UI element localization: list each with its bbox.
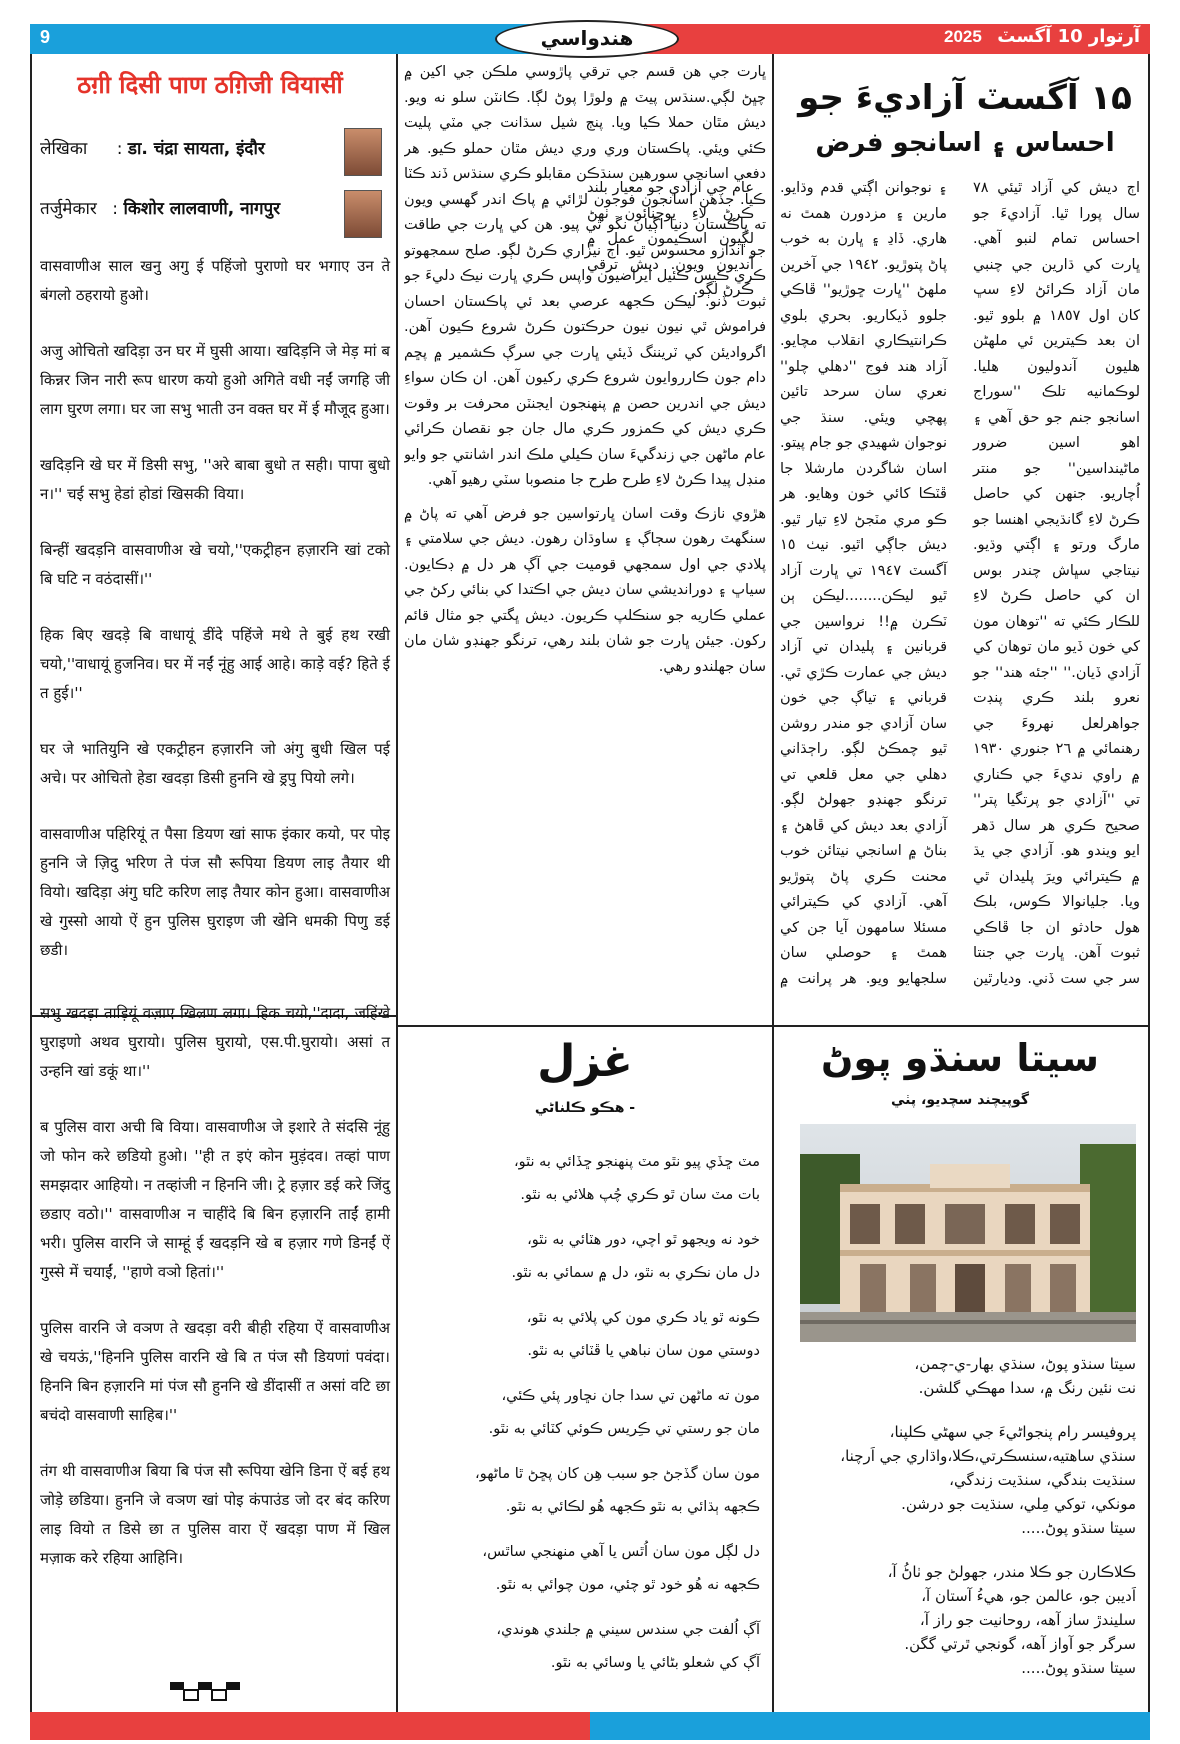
poem-line: سليندڙ ساز آهه، روحانيت جو راز آ، [919,1611,1136,1629]
ghazal-line: آڳ کي شعلو بڻائي يا وسائي به نٿو. [550,1655,760,1671]
ghazal-stanza [410,1536,760,1602]
ghazal-line: مان جو رستي تي ڪِريس ڪوئي کٽائي به نٿو. [488,1421,760,1437]
poem-body [800,1352,1136,1700]
translator-name: किशोर लालवाणी, नागपुर [123,199,281,219]
ghazal-line: مون ته ماڻهن تي سدا جان نڇاور پئي ڪئي، [501,1388,760,1404]
translator-label: तर्जुमेकार [40,199,97,219]
translator-photo [344,190,382,238]
poem-line: ڪلاڪارن جو ڪلا مندر، جهولڻ جو ٺاڻُ آ، [887,1563,1136,1581]
poem-line: سيتا سنڌو پوڻ..... [1021,1519,1136,1537]
poem-stanza [800,1420,1136,1540]
writer-label: लेखिका [40,139,88,159]
translator-line: तर्जुमेकार : किशोर लालवाणी, नागपुर [40,199,281,219]
ghazal-line: ڪونه ٿو ياد ڪري مون کي پلائي به نٿو، [526,1310,760,1326]
poem-title: سيتا سنڌو پوڻ [820,1036,1100,1080]
masthead-logo: هندواسي [495,20,679,58]
poem-byline: گوپيچند سچديو، پٺي [891,1092,1029,1108]
poem-line: پروفيسر رام پنجواڻيءَ جي سهڻي ڪلپنا، [889,1423,1136,1441]
paragraph: هڙوي نازڪ وقت اسان ڀارتواسين جو فرض آهي ته پاڻ ۾ سنگهٽ رهون سڄاڳ ۽ ساوڌان رهون. ديش جي سلامتي ۽ پلادي جي اول سمجهي قوميت جي آڳ هر دل ۾ ڊڪايون. سياڀ ۽ دوراندیشي سان ديش جي اڪتدا کي بنائي رکڻ جي عملي ڪاريه جو سنڪلپ ڪريون. ديش ڀگتي جو مثال قائم رکون. جيئن ڀارت جو شان بلند رهي، ترنگو جهنڊو شان مان سان جهلندو رهي. [404,505,766,675]
poem-line: نت نئين رنگ ۾، سدا مهڪي گلشن. [918,1379,1136,1397]
ghazal-line: ڪجهه ٻڌائي به نٿو ڪجهه هُو لڪائي به نٿو. [505,1499,760,1515]
ghazal-stanza [410,1614,760,1680]
footer-bar-left [30,1712,590,1740]
hindi-article-body [40,252,390,1600]
poem-line: سنڌي ساهتيه،سنسڪرتي،ڪلا،واڌاري جي اَرچنا، [840,1447,1136,1465]
poem-stanza [800,1352,1136,1400]
editorial-body [587,176,1140,1016]
end-ornament-icon [168,1680,248,1702]
paragraph: हिक बिए खदड़े बि वाधायूं डींदे पहिंजे मथे ते बुई हथ रखी चयो,''वाधायूं हुजनिव। घर में नईं नूंहु आई आहे। काड़े वई? हिते ई त हुई।'' [40,626,390,702]
poem-line: اَديبن جو، عالمن جو، هيءُ آستان آ، [921,1587,1136,1605]
ghazal-byline: - هڪو ڪلناڻي [534,1100,636,1116]
ghazal-body [410,1146,760,1692]
ghazal-line: دل مان نڪري به نٿو، دل ۾ سمائي به نٿو. [511,1265,760,1281]
lower-section-divider [396,1025,1150,1027]
paragraph: वासवाणीअ साल खनु अगु ई पहिंजो पुराणो घर भगाए उन ते बंगलो ठहरायो हुओ। [40,257,390,304]
poem-line: سيتا سنڌو پوڻ، سنڌي بهار-ي-چمن، [914,1355,1136,1373]
ghazal-stanza [410,1224,760,1290]
writer-photo [344,128,382,176]
editorial-body-continued [404,60,766,1020]
paragraph: ब पुलिस वारा अची बि विया। वासवाणीअ जे इशारे ते संदसि नूंहु जो फोन करे छडियो हुओ। ''ही त इएं कोन मुड़ंदव। तव्हां पाण समझदार आहियो। न तव्हांजी न हिननि जी। ट्रे हज़ार डई करे जिंदु छडाए वठो।'' वासवाणीअ न चाहींदे बि बिन हज़ारनि ताईं हामी भरी। पुलिस वारनि जे साम्हूं ई खदड़नि खे ब हज़ार गणे डिनईं ऐं गुस्से में चयाईं, ''हाणे वञो हितां।'' [40,1118,390,1281]
footer-bar-right [590,1712,1150,1740]
poem-line: سنڌيت بندگي، سنڌيت زندگي، [949,1471,1136,1489]
paragraph: اڄ ديش کي آزاد ٿيئي ٧٨ سال پورا ٿيا. آزاديءَ جو احساس تمام لنبو آهي. ڀارت کي ڌارين جي چنبي مان آزاد ڪرائڻ لاءِ سڀ کان اول ١٨٥٧ ۾ بلوو ٿيو. ان بعد ڪيترين ئي ملهڻن هليون آندوليون هليا. لوڪمانيه تلڪ ''سوراج اسانجو جنم جو حق آهي ۽ اهو اسين ضرور ماڻينداسين'' جو منتر اُچاريو. جنهن کي حاصل ڪرڻ لاءِ گانڌيجي اهنسا جو مارگ ورتو ۽ اڳتي وڌيو. نيتاجي سڀاش چندر بوس ان کي حاصل ڪرڻ لاءِ للڪار ڪئي ته ''توهان مون کي خون ڏيو مان توهان کي آزادي ڏيان.'' ''جئه هند'' جو نعرو بلند ڪري پنڊت جواهرلعل نهروءَ جي رهنمائي ۾ ٢٦ جنوري ١٩٣٠ ۾ راوي نديءَ جي ڪناري تي ''آزادي جو پرتگيا پتر'' صحيح ڪري هر سال ڌهر ايو ويندو هو. آزادي جي يڌ ۾ ڪيترائي ويرَ پليدان ٿي ويا. جليانوالا ڪوس، بلڪ هول حادثو ان جا ڦاڪي ثبوت آهن. ڀارت جي جنتا سر جي ست ڏني. وديارٿين ۽ نوجوانن اڳتي قدم وڌايو. مارين ۽ مزدورن همٿ نه هاري. ڏاڍ ۽ ڀارن به خوب پاڻ پتوڙيو. ١٩٤٢ جي آخرين ملهڻ ''ڀارت ڇوڙيو'' ڦاڪي جلوو ڏيکاريو. بحري بلوي ڪرانتيڪاري انقلاب مچايو. آزاد هند فوج ''دهلي چلو'' نعري سان سرحد تائين پهچي ويئي. سنڌ جي نوجوان شهيدي جو جام پيتو. اسان شاگردن مارشلا جا ڦٽڪا کائي خون وهايو. هر ڪو مري مٽجڻ لاءِ تيار ٿيو. ديش جاڳي اٿيو. نيٺ ١٥ آگسٽ ١٩٤٧ تي ڀارت آزاد ٿيو ليڪن........ليڪن ٻن ٽڪرن ۾!! نرواسين جي قربانين ۽ پليدان تي آزاد ديش جي عمارت ڪڙي ٿي. قرباني ۽ تياڳ جي خون سان آزادي جو مندر روشن ٿيو چمڪڻ لڳو. راڄڌاني دهلي جي معل قلعي تي ترنگو جهنڊو جهولڻ لڳو. آزادي بعد ديش کي ڦاهڻ ۽ بناڻ ۾ اسانجي نيتائن خوب محنت ڪري پاڻ پتوڙيو آهي. آزادي کي ڪيترائي مسئلا سامهون آيا جن کي همٿ ۽ حوصلي سان سلجهايو ويو. هر پرانت ۾ عام جي آزادي جو معيار بلند ڪرڻ لاءِ يوجنائون ٺهڻ لڳيون اسڪيمون عمل ۾ آنديون ويون. ديش ترقي ڪرڻ لڳو. [587,180,1140,987]
ghazal-line: مون سان گڏجڻ جو سبب هِن کان پڇڻ ٿا ماڻهو، [475,1466,760,1482]
frame-left-border [30,54,32,1712]
paragraph: ڀارت جي هن قسم جي ترقي پاڙوسي ملڪن جي اکين ۾ چڀڻ لڳي.سنڌس پيٽ ۾ ولوڙا پوڻ لڳا. ڪانٽن سلو نه ويو. ديش مٿان حملا ڪيا ويا. پنڄ شيل سڌانت جي مٽي پليت ڪئي ويئي. پاڪستان وري وري ديش مٿان حملو ڪيو. هر دفعي اسانجي سورهين سنڌڪن مقابلو ڪري سنڌس ڏند ڪٽا ڪيا. جڏهن اسانجون فوجون لڙائي ۾ پاڪ اندر گهسي ويون ته پاڪستان دنيا اڳيان نڱو ٿي پيو. هن کي ڀارت جي طاقت جو اندازو محسوس ٿيو. آڄ نيزاري ڪرڻ لڳو. صلح سمجهوتو ڪري ڪيس ڪئيل ايراضيون واپس ڪري ڀارت نيڪ دليءَ جو ثبوت ڏنو. ليڪن ڪجهه عرصي بعد ئي پاڪستان احسان فراموش ٿي نيون نيون حرڪتون ڪرڻ شروع ڪيون آهن. اگرواديئن کي ٽريننگ ڏيئي ڀارت جي سرڳ ڪشمير ۾ پڇم دام جون ڪارروايون شروع ڪري رکيون آهن. ان ڪان سواءِ ديش جي اندرين حصن ۾ پنهنجون ايجنٽن محرفت بر وقوت ڪري ديش کي ڪمزور ڪري مال جان جو نقصان ڪرائي عام ماڻهن جي زندگيءَ سان ڪيلي ملڪ اندر اشانتي جو وايو منڊل پيدا ڪرڻ لاءِ طرح طرح جا منصوبا سٽي رهيو آهي. [404,64,766,488]
paragraph: पुलिस वारनि जे वञण ते खदड़ा वरी बीही रहिया ऐं वासवाणीअ खे चयऊं,''हिननि पुलिस वारनि खे बि त पंज सौ डियणां पवंदा। हिननि बिन हज़ारनि मां पंज सौ हुननि खे डींदासीं त असां वटि छा बचंदो वासवाणी साहिब।'' [40,1319,390,1424]
paragraph: घर जे भातियुनि खे एकट्रीहन हज़ारनि जो अंगु बुधी खिल पई अचे। पर ओचितो हेडा खदड़ा डिसी हुननि खे ड्रपु पियो लगे। [40,740,390,787]
column-divider-1 [396,54,398,1712]
poem-line: سرگر جو آواز آهه، گونجي ٿرتي گگن. [904,1635,1136,1653]
poem-line: مونکي، توکي مِلي، سنڌيت جو درشن. [901,1495,1136,1513]
ghazal-line: خود نه ويجهو ٿو اچي، دور هٽائي به نٿو، [527,1232,760,1248]
building-photo [800,1124,1136,1342]
ghazal-title: غزل [537,1036,633,1087]
ghazal-line: آڳ اُلفت جي سندس سيني ۾ جلندي هوندي، [496,1622,760,1638]
ghazal-stanza [410,1146,760,1212]
writer-name: डा. चंद्रा सायता, इंदौर [127,139,265,159]
ghazal-line: دوستي مون سان نباهي يا ڦٽائي به نٿو. [527,1343,760,1359]
ghazal-stanza [410,1380,760,1446]
ghazal-stanza [410,1302,760,1368]
issue-year: 2025 [944,27,982,46]
paragraph: वासवाणीअ पहिरियूं त पैसा डियण खां साफ इंकार कयो, पर पोइ हुननि जे ज़िदु भरिण ते पंज सौ रूपिया डियण लाइ तैयार थी वियो। खदिड़ा अंगु घटि करिण लाइ तैयार कोन हुआ। वासवाणीअ खे गुस्सो आयो ऐं हुन पुलिस घुराइण जी खेनि धमकी पिणु डई छडी। [40,825,390,959]
ghazal-stanza [410,1458,760,1524]
paragraph: अजु ओचितो खदिड़ा उन घर में घुसी आया। खदिड़नि जे मेड़ मां ब किन्नर जिन नारी रूप धारण कयो हुओ अगिते वधी नईं जगहि जी लाग घुरण लगा। घर जा सभु भाती उन वक्त घर में ई मौजूद हुआ। [40,342,390,418]
paragraph: तंग थी वासवाणीअ बिया बि पंज सौ रूपिया खेनि डिना ऐं बई हथ जोड़े छडिया। हुननि जे वञण खां पोइ कंपाउंड जो दर बंद करिण लाइ वियो त डिसे छा त पुलिस वारा ऐं खदड़ा पाण में खिल मज़ाक करे रहिया आहिनि। [40,1462,390,1567]
column-divider-2 [772,54,774,1712]
ghazal-line: ڪجهه نه هُو خود ٿو چئي، مون چوائي به نٿو. [495,1577,760,1593]
paragraph: सभु खदड़ा ताड़ियूं वज़ाए खिलण लगा। हिक चयो,''दादा, जहिंखे घुराइणो अथव घुरायो। पुलिस घुरायो, एस.पी.घुरायो। असां त उन्हनि खां डकूं था।'' [40,1004,390,1080]
page-number: 9 [40,27,51,47]
issue-date: آرتوار 10 آگسٽ [997,26,1140,47]
ghazal-line: مٽ ڇڏي پيو نٿو مٽ پنهنجو ڇڏائي به نٿو، [513,1154,760,1170]
ghazal-line: بات مٽ سان ٿو ڪري چُپ هلائي به نٿو. [520,1187,760,1203]
frame-right-border [1148,54,1150,1712]
writer-line: लेखिका : डा. चंद्रा सायता, इंदौर [40,139,265,159]
ghazal-line: دل لڳل مون سان اُٿس يا آهي منهنجي ساٿس، [482,1544,760,1560]
hindi-article-title: ठग़ी दिसी पाण ठग़िजी वियासीं [77,71,343,99]
editorial-title: ۱۵ آگسٽ آزاديءَ جو [798,78,1132,118]
poem-line: سيتا سنڌو پوڻ..... [1021,1659,1136,1677]
poem-stanza [800,1560,1136,1680]
paragraph: खदिड़नि खे घर में डिसी सभु, ''अरे बाबा बुधो त सही। पापा बुधो न।'' चई सभु हेडां होडां खिसकी विया। [40,456,390,503]
paragraph: बिन्हीं खदड़नि वासवाणीअ खे चयो,''एकट्रीहन हज़ारनि खां टको बि घटि न वठंदासीं।'' [40,541,390,588]
editorial-subtitle: احساس ۽ اسانجو فرض [815,128,1115,158]
